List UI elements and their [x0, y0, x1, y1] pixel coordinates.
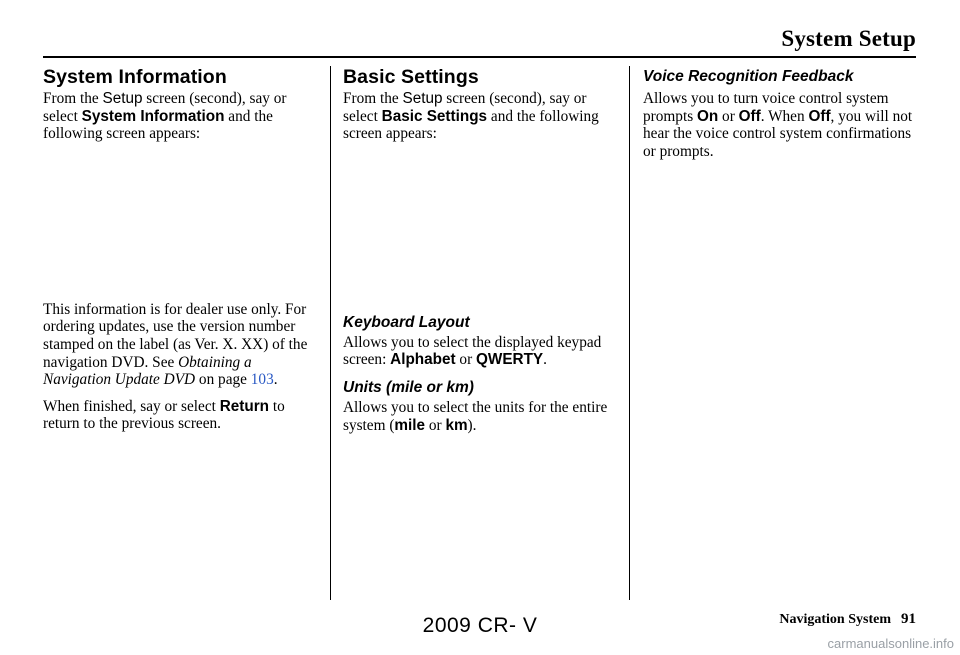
watermark: carmanualsonline.info [827, 636, 954, 651]
paragraph-dealer-info: This information is for dealer use only. For ordering updates, use the version number stamped on the label (as Ver. X. XX) of the navigation DVD. See Obtaining a Navigation Update DVD on page 103. [43, 300, 308, 389]
column-basic-settings [343, 64, 618, 434]
paragraph-voice-feedback: Allows you to turn voice control system prompts On or Off. When Off, you will not hear the voice control system confirmations or prompts. [643, 90, 913, 160]
column-divider-2 [629, 66, 630, 600]
screen-image-placeholder [43, 143, 318, 301]
subheading-units: Units (mile or km) [343, 378, 474, 396]
footer-model: 2009 CR- V [422, 614, 538, 637]
subheading-voice-recognition-feedback: Voice Recognition Feedback [643, 68, 854, 85]
button-term-qwerty: QWERTY [476, 351, 544, 369]
screen-image-placeholder [343, 143, 618, 312]
paragraph-return: When finished, say or select Return to return to the previous screen. [43, 397, 285, 433]
section-heading-system-information: System Information [43, 66, 227, 88]
section-heading-basic-settings: Basic Settings [343, 66, 479, 88]
column-system-information [43, 64, 318, 433]
ui-term-setup: Setup [402, 90, 443, 107]
page-header-title: System Setup [781, 26, 916, 51]
subheading-keyboard-layout: Keyboard Layout [343, 313, 470, 331]
button-term-on: On [696, 107, 719, 125]
button-term-return: Return [219, 397, 270, 415]
page-link-103[interactable]: 103 [250, 371, 274, 389]
footer-section: Navigation System [779, 612, 891, 627]
button-term-off-2: Off [808, 107, 831, 125]
page-number: 91 [901, 611, 916, 627]
paragraph-keyboard-layout: Allows you to select the displayed keypad screen: Alphabet or QWERTY. [343, 333, 602, 369]
button-term-system-information: System Information [81, 107, 225, 125]
column-divider-1 [330, 66, 331, 600]
button-term-basic-settings: Basic Settings [381, 107, 488, 125]
paragraph-intro: From the Setup screen (second), say or select Basic Settings and the following screen appears: [343, 90, 599, 143]
paragraph-units: Allows you to select the units for the entire system (mile or km). [343, 398, 608, 434]
button-term-off: Off [738, 107, 761, 125]
ui-term-setup: Setup [102, 90, 143, 107]
column-voice-feedback [643, 64, 918, 160]
paragraph-intro: From the Setup screen (second), say or select System Information and the following screen appears: [43, 90, 287, 143]
button-term-mile: mile [394, 416, 426, 434]
reference-title: Obtaining a Navigation Update DVD [43, 353, 252, 389]
button-term-km: km [445, 416, 468, 434]
header-rule [43, 56, 916, 58]
button-term-alphabet: Alphabet [390, 351, 456, 369]
